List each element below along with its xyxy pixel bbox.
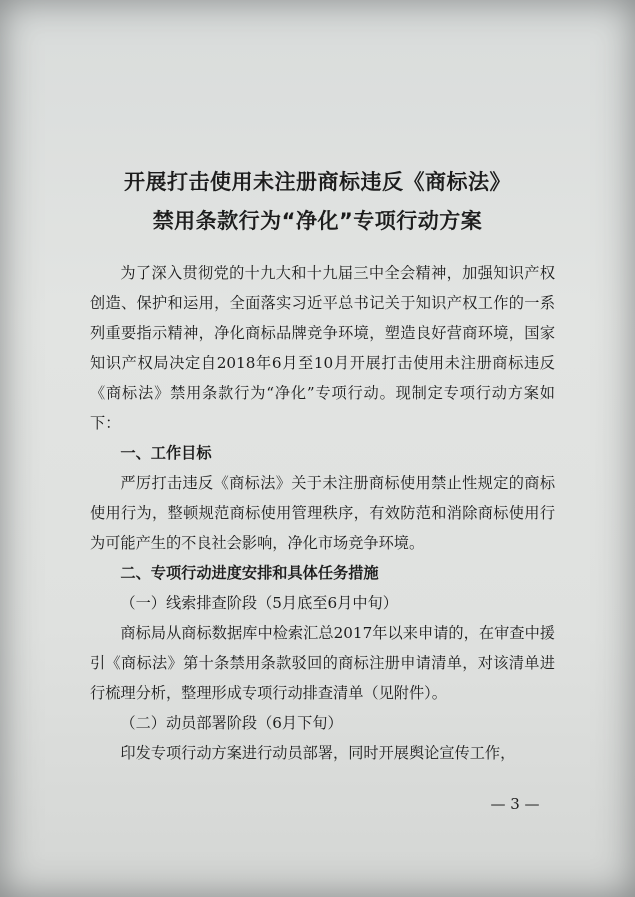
document-body [90, 258, 555, 768]
stage-2-paragraph: 印发专项行动方案进行动员部署，同时开展舆论宣传工作， [120, 744, 516, 762]
section-2-heading: 二、专项行动进度安排和具体任务措施 [120, 564, 379, 582]
section-1-heading: 一、工作目标 [120, 444, 212, 462]
intro-paragraph: 为了深入贯彻党的十九大和十九届三中全会精神，加强知识产权创造、保护和运用，全面落实习近平总书记关于知识产权工作的一系列重要指示精神，净化商标品牌竞争环境，塑造良好营商环境，国家知识产权局决定自2018年6月至10月开展打击使用未注册商标违反《商标法》禁用条款行为“净化”专项行动。现制定专项行动方案如下： [90, 264, 555, 432]
section-1-paragraph: 严厉打击违反《商标法》关于未注册商标使用禁止性规定的商标使用行为，整顿规范商标使用管理秩序，有效防范和消除商标使用行为可能产生的不良社会影响，净化市场竞争环境。 [90, 474, 555, 552]
stage-2-heading: （二）动员部署阶段（6月下旬） [120, 714, 343, 732]
document-title-line-1: 开展打击使用未注册商标违反《商标法》 [124, 170, 511, 194]
document-title-line-2: 禁用条款行为“净化”专项行动方案 [152, 209, 483, 233]
stage-1-heading: （一）线索排查阶段（5月底至6月中旬） [120, 594, 398, 612]
stage-1-paragraph: 商标局从商标数据库中检索汇总2017年以来申请的，在审查中援引《商标法》第十条禁用条款驳回的商标注册申请清单，对该清单进行梳理分析，整理形成专项行动排查清单（见附件）。 [90, 624, 555, 702]
page-number: — 3 — [490, 795, 540, 813]
